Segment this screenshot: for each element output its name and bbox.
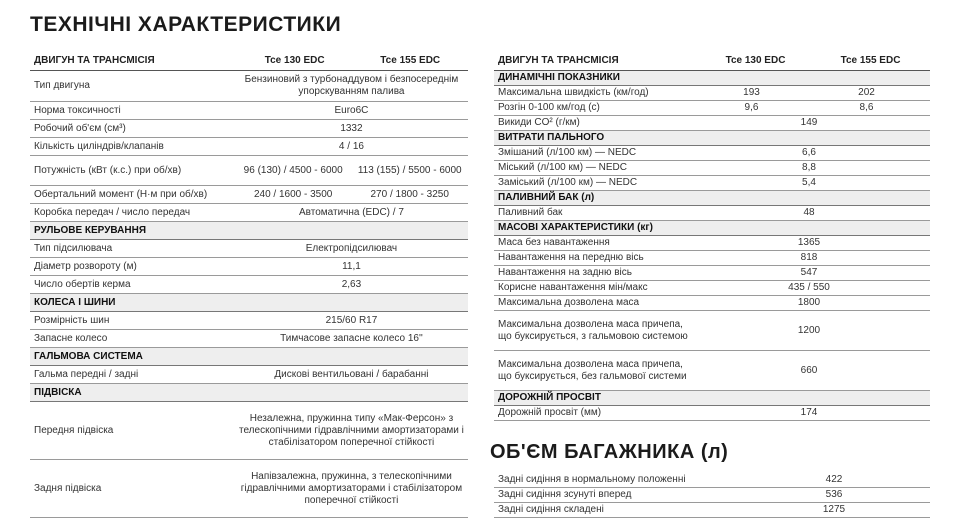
left-table-header <box>30 51 468 71</box>
spec-label: Передня підвіска <box>34 424 114 436</box>
trunk-value: 422 <box>825 474 843 485</box>
spec-value: 6,6 <box>802 147 816 158</box>
spec-label: Максимальна дозволена маса причепа, що буксирується, з гальмовою системою <box>498 318 688 342</box>
header-col-tce130: Tce 130 EDC <box>725 55 786 66</box>
spec-row <box>30 102 468 120</box>
header-col-tce155: Tce 155 EDC <box>380 55 441 66</box>
header-label: ДВИГУН ТА ТРАНСМІСІЯ <box>34 55 155 66</box>
section-label: ДИНАМІЧНІ ПОКАЗНИКИ <box>498 72 620 83</box>
spec-row <box>494 86 930 101</box>
spec-row <box>494 161 930 176</box>
section-label: ПАЛИВНИЙ БАК (л) <box>498 192 595 203</box>
spec-value: 1200 <box>797 324 821 336</box>
spec-label: Діаметр розвороту (м) <box>34 260 137 272</box>
section-header <box>494 71 930 86</box>
spec-value: 1800 <box>797 297 821 308</box>
spec-value: 48 <box>803 207 815 218</box>
spec-value: 215/60 R17 <box>325 314 378 326</box>
spec-value: 435 / 550 <box>788 282 830 293</box>
spec-row <box>30 138 468 156</box>
spec-row <box>30 71 468 102</box>
spec-value: Автоматична (EDC) / 7 <box>298 206 404 218</box>
page-title: ТЕХНІЧНІ ХАРАКТЕРИСТИКИ <box>30 13 342 36</box>
section-header <box>30 384 468 402</box>
spec-row <box>494 236 930 251</box>
spec-value: 4 / 16 <box>338 140 364 152</box>
section-header <box>494 131 930 146</box>
spec-value: 11,1 <box>342 260 361 272</box>
spec-row <box>30 186 468 204</box>
spec-row <box>494 251 930 266</box>
spec-row <box>494 176 930 191</box>
trunk-label: Задні сидіння в нормальному положенні <box>498 474 686 485</box>
spec-label: Максимальна швидкість (км/год) <box>498 87 649 98</box>
spec-value: Бензиновий з турбонаддувом і безпосереднім упорскуванням палива <box>244 74 459 97</box>
spec-value-tce155: 270 / 1800 - 3250 <box>370 188 449 200</box>
header-col-tce130: Tce 130 EDC <box>264 55 325 66</box>
spec-label: Тип двигуна <box>34 80 90 91</box>
trunk-table <box>494 473 930 518</box>
spec-value: 174 <box>800 407 818 418</box>
spec-row <box>30 258 468 276</box>
trunk-label: Задні сидіння зсунуті вперед <box>498 489 632 500</box>
spec-row <box>494 206 930 221</box>
section-label: ДОРОЖНІЙ ПРОСВІТ <box>498 392 601 403</box>
spec-label: Коробка передач / число передач <box>34 206 191 218</box>
spec-value: 818 <box>800 252 818 263</box>
section-header <box>30 348 468 366</box>
spec-label: Викиди CO² (г/км) <box>498 117 580 128</box>
spec-label: Обертальний момент (Н·м при об/хв) <box>34 188 208 200</box>
spec-row <box>30 460 468 518</box>
spec-row <box>494 116 930 131</box>
spec-label: Розмірність шин <box>34 314 110 326</box>
spec-value-tce130: 193 <box>743 87 760 98</box>
spec-label: Навантаження на задню вісь <box>498 267 632 278</box>
section-label: КОЛЕСА І ШИНИ <box>34 296 116 308</box>
section-header <box>30 294 468 312</box>
spec-value-tce155: 8,6 <box>859 102 874 113</box>
spec-value: Електропідсилювач <box>305 242 398 254</box>
header-label: ДВИГУН ТА ТРАНСМІСІЯ <box>498 55 619 66</box>
spec-value-tce130: 96 (130) / 4500 - 6000 <box>243 164 343 176</box>
spec-row <box>30 120 468 138</box>
spec-value-tce155: 113 (155) / 5500 - 6000 <box>357 164 462 176</box>
spec-label: Маса без навантаження <box>498 237 610 248</box>
spec-label: Дорожній просвіт (мм) <box>498 407 602 418</box>
spec-row <box>494 101 930 116</box>
trunk-label: Задні сидіння складені <box>498 504 604 515</box>
spec-row <box>494 406 930 421</box>
trunk-value: 536 <box>825 489 843 500</box>
spec-value: 5,4 <box>802 177 816 188</box>
spec-row <box>494 266 930 281</box>
spec-label: Розгін 0-100 км/год (с) <box>498 102 600 113</box>
section-label: РУЛЬОВЕ КЕРУВАННЯ <box>34 224 147 236</box>
spec-label: Потужність (кВт (к.с.) при об/хв) <box>34 164 182 176</box>
spec-label: Навантаження на передню вісь <box>498 252 644 263</box>
spec-row <box>30 402 468 460</box>
spec-label: Заміський (л/100 км) — NEDC <box>498 177 638 188</box>
trunk-row <box>494 488 930 503</box>
trunk-title: ОБ'ЄМ БАГАЖНИКА (л) <box>490 441 729 463</box>
header-col-tce155: Tce 155 EDC <box>840 55 901 66</box>
spec-label: Робочий об'єм (см³) <box>34 122 126 134</box>
spec-row <box>30 312 468 330</box>
trunk-value: 1275 <box>822 504 846 515</box>
spec-value: 8,8 <box>802 162 816 173</box>
spec-value: Напівзалежна, пружинна, з телескопічними гідравлічними амортизаторами і стабілізатором поперечної стійкості <box>240 470 463 506</box>
spec-label: Паливний бак <box>498 207 563 218</box>
spec-value: Дискові вентильовані / барабанні <box>274 368 429 380</box>
spec-row <box>494 146 930 161</box>
spec-row <box>494 311 930 351</box>
spec-value: 2,63 <box>341 278 362 290</box>
spec-label: Міський (л/100 км) — NEDC <box>498 162 627 173</box>
spec-value: 547 <box>800 267 818 278</box>
spec-row <box>30 240 468 258</box>
spec-value: 1332 <box>340 122 363 134</box>
spec-label: Максимальна дозволена маса причепа, що буксирується, без гальмової системи <box>498 358 687 382</box>
section-header <box>30 222 468 240</box>
spec-row <box>30 156 468 186</box>
spec-label: Корисне навантаження мін/макс <box>498 282 648 293</box>
section-header <box>494 391 930 406</box>
spec-value: 149 <box>800 117 818 128</box>
spec-row <box>30 366 468 384</box>
spec-label: Максимальна дозволена маса <box>498 297 640 308</box>
spec-row <box>494 351 930 391</box>
right-spec-table <box>494 71 930 421</box>
spec-row <box>494 281 930 296</box>
spec-row <box>30 276 468 294</box>
spec-value-tce155: 202 <box>858 87 875 98</box>
spec-row <box>494 296 930 311</box>
spec-label: Змішаний (л/100 км) — NEDC <box>498 147 637 158</box>
spec-value-tce130: 240 / 1600 - 3500 <box>253 188 333 200</box>
spec-label: Норма токсичності <box>34 104 121 116</box>
section-label: ВИТРАТИ ПАЛЬНОГО <box>498 132 605 143</box>
spec-row <box>30 330 468 348</box>
spec-row <box>30 204 468 222</box>
section-label: ПІДВІСКА <box>34 386 82 398</box>
spec-value: Тимчасове запасне колесо 16'' <box>280 332 423 344</box>
left-spec-table <box>30 71 468 518</box>
section-label: ГАЛЬМОВА СИСТЕМА <box>34 350 143 362</box>
trunk-row <box>494 503 930 518</box>
spec-label: Число обертів керма <box>34 278 131 290</box>
spec-label: Тип підсилювача <box>34 242 113 254</box>
section-label: МАСОВІ ХАРАКТЕРИСТИКИ (кг) <box>498 222 653 233</box>
spec-label: Гальма передні / задні <box>34 368 139 380</box>
spec-label: Задня підвіска <box>34 482 102 494</box>
spec-value: 660 <box>800 364 818 376</box>
spec-value: Незалежна, пружинна типу «Мак-Ферсон» з телескопічними гідравлічними амортизаторами і стабілізатором поперечної стійкості <box>238 412 464 448</box>
section-header <box>494 191 930 206</box>
spec-label: Запасне колесо <box>34 332 108 344</box>
spec-label: Кількість циліндрів/клапанів <box>34 140 164 152</box>
right-table-header <box>494 51 930 71</box>
spec-value-tce130: 9,6 <box>744 102 759 113</box>
spec-value: 1365 <box>797 237 821 248</box>
trunk-row <box>494 473 930 488</box>
section-header <box>494 221 930 236</box>
spec-value: Euro6C <box>334 104 369 116</box>
